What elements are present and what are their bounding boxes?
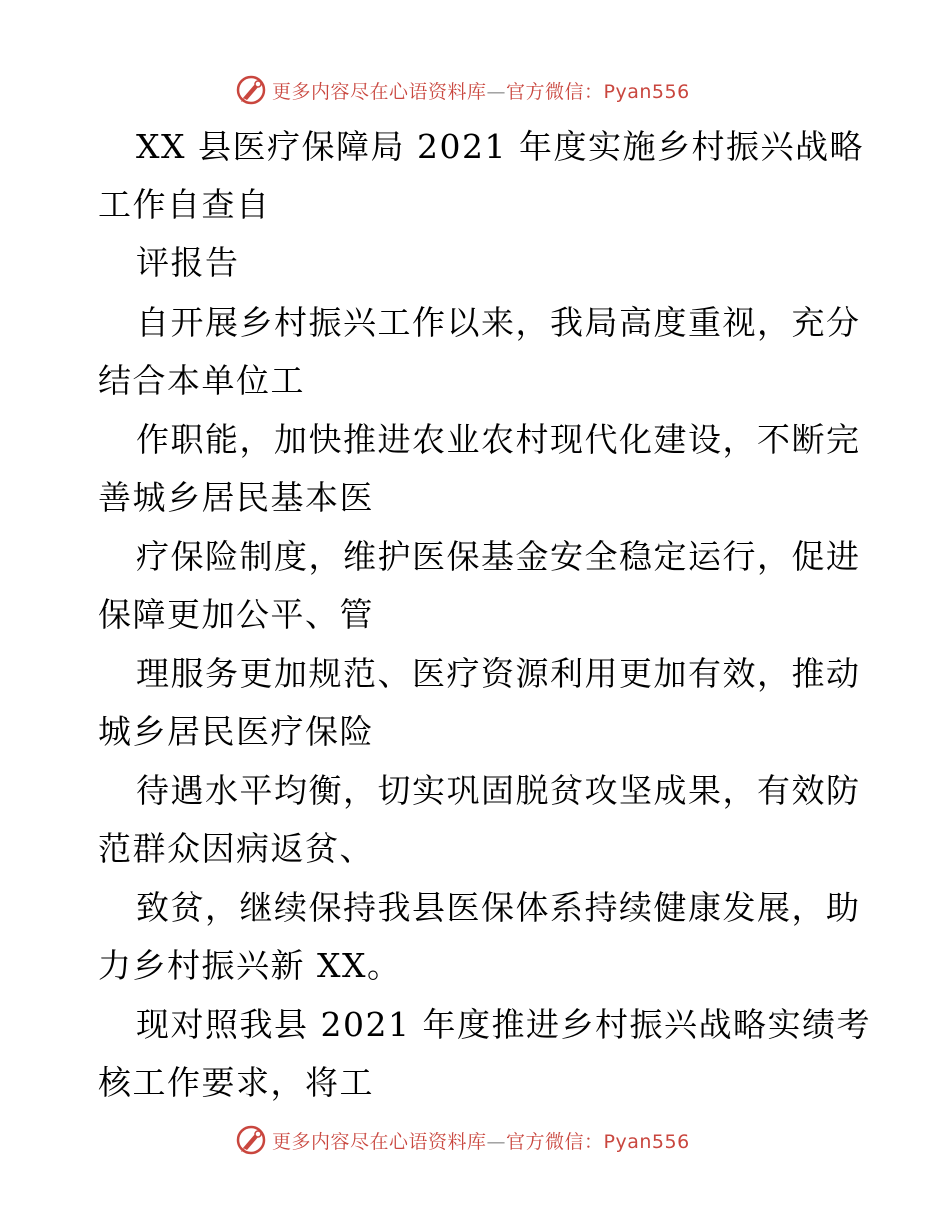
pen-logo-icon [234, 1123, 268, 1157]
doc-line: 范群众因病返贫、 [98, 829, 374, 868]
doc-line: 现对照我县 2021 年度推进乡村振兴战略实绩考 [136, 1005, 871, 1044]
doc-title-line-3: 评报告 [136, 243, 240, 282]
doc-title-line-2: 工作自查自 [98, 185, 271, 224]
doc-line: 力乡村振兴新 XX。 [98, 946, 402, 985]
doc-line: 保障更加公平、管 [98, 595, 374, 634]
doc-title-line-1: XX 县医疗保障局 2021 年度实施乡村振兴战略 [136, 127, 864, 166]
doc-line: 结合本单位工 [98, 361, 305, 400]
doc-line: 致贫，继续保持我县医保体系持续健康发展，助 [136, 888, 861, 927]
doc-line: 城乡居民医疗保险 [98, 712, 374, 751]
watermark-footer [234, 1120, 714, 1160]
doc-line: 善城乡居民基本医 [98, 478, 374, 517]
watermark-text: 更多内容尽在心语资料库—官方微信：Pyan556 [272, 80, 690, 103]
doc-line: 作职能，加快推进农业农村现代化建设，不断完 [136, 420, 861, 459]
doc-line: 核工作要求，将工 [98, 1063, 374, 1102]
watermark-text: 更多内容尽在心语资料库—官方微信：Pyan556 [272, 1130, 690, 1153]
doc-line: 理服务更加规范、医疗资源利用更加有效，推动 [136, 654, 861, 693]
doc-line: 疗保险制度，维护医保基金安全稳定运行，促进 [136, 537, 861, 576]
doc-line: 待遇水平均衡，切实巩固脱贫攻坚成果，有效防 [136, 771, 861, 810]
doc-line: 自开展乡村振兴工作以来，我局高度重视，充分 [136, 303, 861, 342]
